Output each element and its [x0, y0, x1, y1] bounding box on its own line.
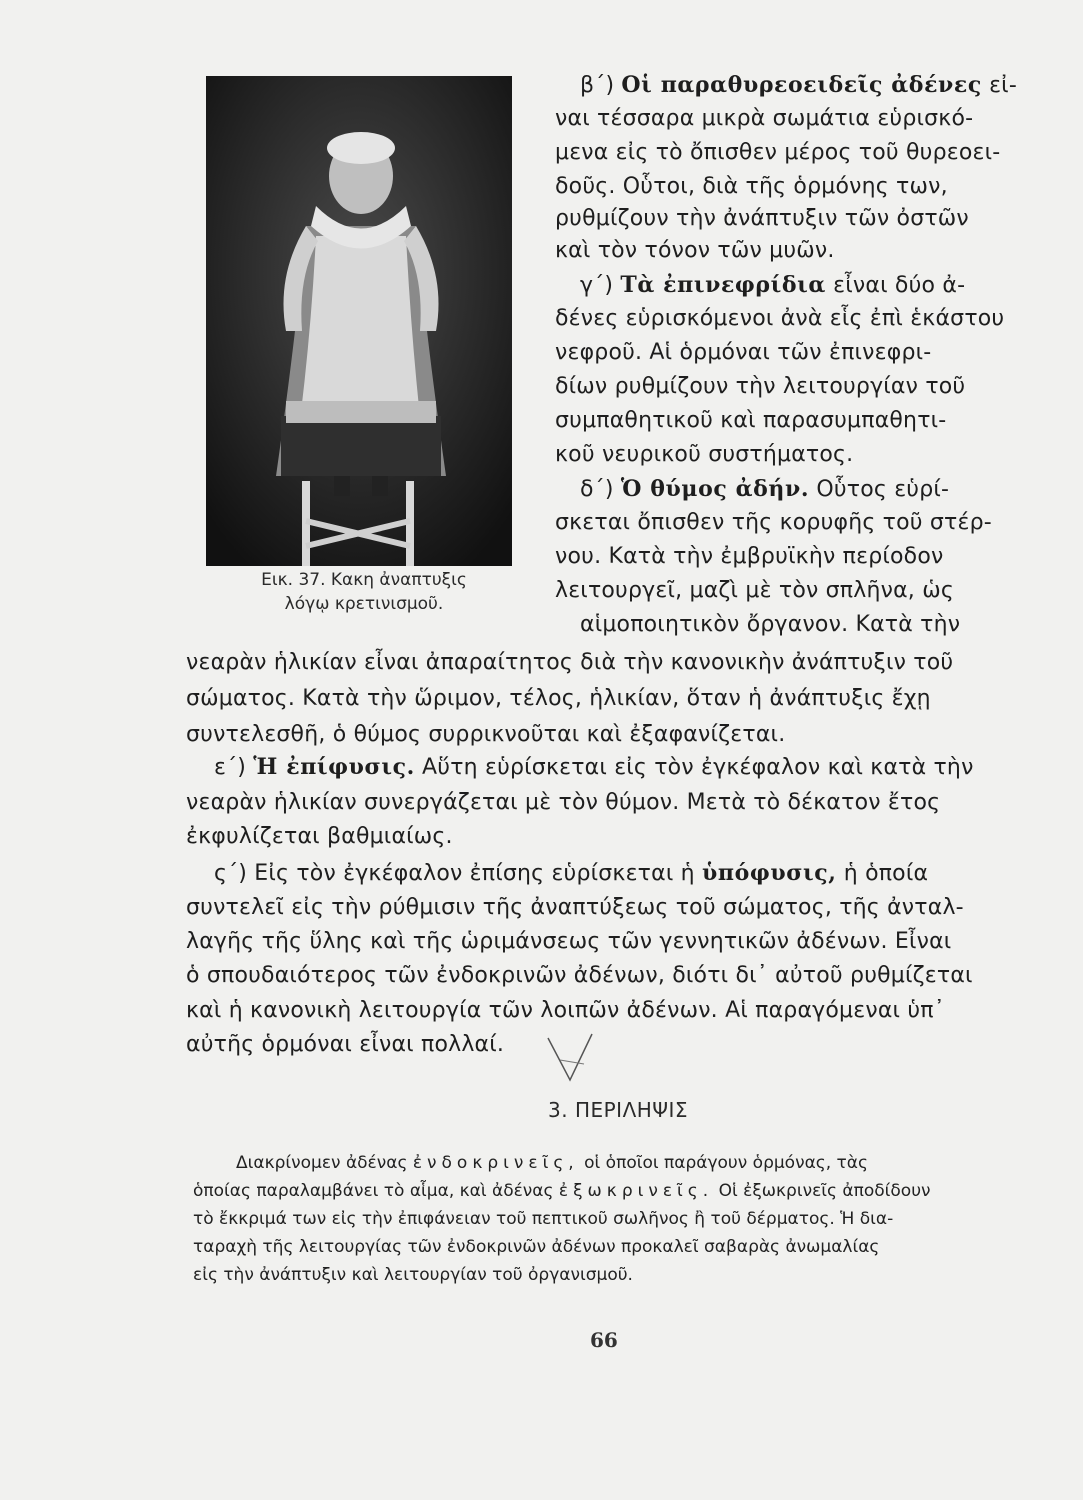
section-label: β΄)	[580, 73, 622, 98]
text-span: Οὗτος εὑρί-	[809, 477, 950, 502]
section-label: ς΄) Εἰς τὸν ἐγκέφαλον ἐπίσης εὑρίσκεται ἡ	[214, 861, 702, 886]
text-line: ὁ σπουδαιότερος τῶν ἐνδοκρινῶν ἀδένων, διότι δι᾽ αὐτοῦ ρυθμίζεται	[186, 963, 973, 988]
text-span: Αὕτη εὑρίσκεται εἰς τὸν ἐγκέφαλον καὶ κατὰ τὴν	[414, 755, 974, 780]
summary-line: τὸ ἔκκριμά των εἰς τὴν ἐπιφάνειαν τοῦ πεπτικοῦ σωλῆνος ἢ τοῦ δέρματος. Ἡ δια-	[193, 1209, 894, 1229]
text-line: λειτουργεῖ, μαζὶ μὲ τὸν σπλῆνα, ὡς	[555, 578, 954, 603]
text-line	[580, 270, 1060, 301]
caption-line: λόγῳ κρετινισμοῦ.	[284, 594, 444, 614]
text-line: σκεται ὄπισθεν τῆς κορυφῆς τοῦ στέρ-	[555, 510, 992, 535]
text-span: ἡ ὁποία	[836, 861, 929, 886]
text-line: συμπαθητικοῦ καὶ παρασυμπαθητι-	[555, 408, 947, 433]
text-line: νεφροῦ. Αἱ ὁρμόναι τῶν ἐπινεφρι-	[555, 340, 932, 365]
text-line: μενα εἰς τὸ ὄπισθεν μέρος τοῦ θυρεοει-	[555, 140, 1001, 165]
text-line: ἐκφυλίζεται βαθμιαίως.	[186, 824, 453, 849]
figure-illustration	[206, 76, 512, 566]
text-line: αἱμοποιητικὸν ὄργανον. Κατὰ τὴν	[580, 612, 961, 637]
term-endocrine: ἐνδοκρινεῖς,	[412, 1153, 579, 1173]
text-line: δένες εὑρισκόμενοι ἀνὰ εἷς ἐπὶ ἑκάστου	[555, 306, 1005, 331]
text-line	[580, 474, 1060, 505]
pencil-mark	[540, 1030, 600, 1090]
text-line: συντελεῖ εἰς τὴν ρύθμισιν τῆς ἀναπτύξεως τοῦ σώματος, τῆς ἀνταλ-	[186, 895, 964, 920]
section-title: Οἱ παραθυρεοειδεῖς ἀδένες	[621, 72, 982, 98]
text-line: κοῦ νευρικοῦ συστήματος.	[555, 442, 854, 467]
text-line: ρυθμίζουν τὴν ἀνάπτυξιν τῶν ὀστῶν	[555, 206, 969, 231]
text-span: Οἱ ἐξωκρινεῖς ἀποδίδουν	[713, 1181, 931, 1201]
section-title: Ὁ θύμος ἀδήν.	[620, 476, 810, 502]
section-title: Ἡ ἐπίφυσις.	[253, 754, 415, 780]
figure-caption	[214, 568, 514, 616]
text-line: νεαρὰν ἡλικίαν εἶναι ἀπαραίτητος διὰ τὴν κανονικὴν ἀνάπτυξιν τοῦ	[186, 650, 954, 675]
text-line: δοῦς. Οὗτοι, διὰ τῆς ὁρμόνης των,	[555, 174, 948, 199]
text-line: συντελεσθῆ, ὁ θύμος συρρικνοῦται καὶ ἐξαφανίζεται.	[186, 722, 786, 747]
figure-photo	[206, 76, 512, 566]
section-label: δ΄)	[580, 477, 621, 502]
term-exocrine: ἐξωκρινεῖς.	[558, 1181, 714, 1201]
page-number: 66	[590, 1328, 618, 1352]
text-line: αὐτῆς ὁρμόναι εἶναι πολλαί.	[186, 1032, 505, 1057]
text-line	[214, 752, 1059, 783]
summary-line: ταραχὴ τῆς λειτουργίας τῶν ἐνδοκρινῶν ἀδένων προκαλεῖ σαβαρὰς ἀνωμαλίας	[193, 1237, 880, 1257]
text-line: σώματος. Κατὰ τὴν ὥριμον, τέλος, ἡλικίαν, ὅταν ἡ ἀνάπτυξις ἔχῃ	[186, 686, 931, 711]
text-line: καὶ ἡ κανονικὴ λειτουργία τῶν λοιπῶν ἀδένων. Αἱ παραγόμεναι ὑπ᾽	[186, 998, 945, 1023]
summary-heading: 3. ΠΕΡΙΛΗΨΙΣ	[548, 1098, 689, 1122]
text-line: λαγῆς τῆς ὕλης καὶ τῆς ὡριμάνσεως τῶν γεννητικῶν ἀδένων. Εἶναι	[186, 929, 952, 954]
text-span: Διακρίνομεν ἀδένας	[236, 1153, 413, 1173]
text-span: οἱ ὁποῖοι παράγουν ὁρμόνας, τὰς	[578, 1153, 868, 1173]
summary-line	[193, 1178, 931, 1204]
text-line	[580, 70, 1060, 101]
summary-line: εἰς τὴν ἀνάπτυξιν καὶ λειτουργίαν τοῦ ὀργανισμοῦ.	[193, 1265, 633, 1285]
section-label: ε΄)	[214, 755, 254, 780]
text-line: νου. Κατὰ τὴν ἐμβρυϊκὴν περίοδον	[555, 544, 944, 569]
text-line	[214, 858, 1059, 889]
text-span: εἰ-	[981, 73, 1017, 98]
text-line: ναι τέσσαρα μικρὰ σωμάτια εὑρισκό-	[555, 106, 974, 131]
section-title: Τὰ ἐπινεφρίδια	[620, 272, 826, 298]
text-line: δίων ρυθμίζουν τὴν λειτουργίαν τοῦ	[555, 374, 966, 399]
caption-line: Εικ. 37. Κακη ἀναπτυξις	[261, 570, 467, 590]
section-title: ὑπόφυσις,	[702, 860, 837, 886]
summary-line	[236, 1150, 868, 1176]
text-span: ὁποίας παραλαμβάνει τὸ αἷμα, καὶ ἀδένας	[193, 1181, 559, 1201]
text-line: καὶ τὸν τόνον τῶν μυῶν.	[555, 238, 835, 263]
text-span: εἶναι δύο ἀ-	[825, 273, 966, 298]
text-line: νεαρὰν ἡλικίαν συνεργάζεται μὲ τὸν θύμον. Μετὰ τὸ δέκατον ἔτος	[186, 790, 941, 815]
section-label: γ΄)	[580, 273, 621, 298]
